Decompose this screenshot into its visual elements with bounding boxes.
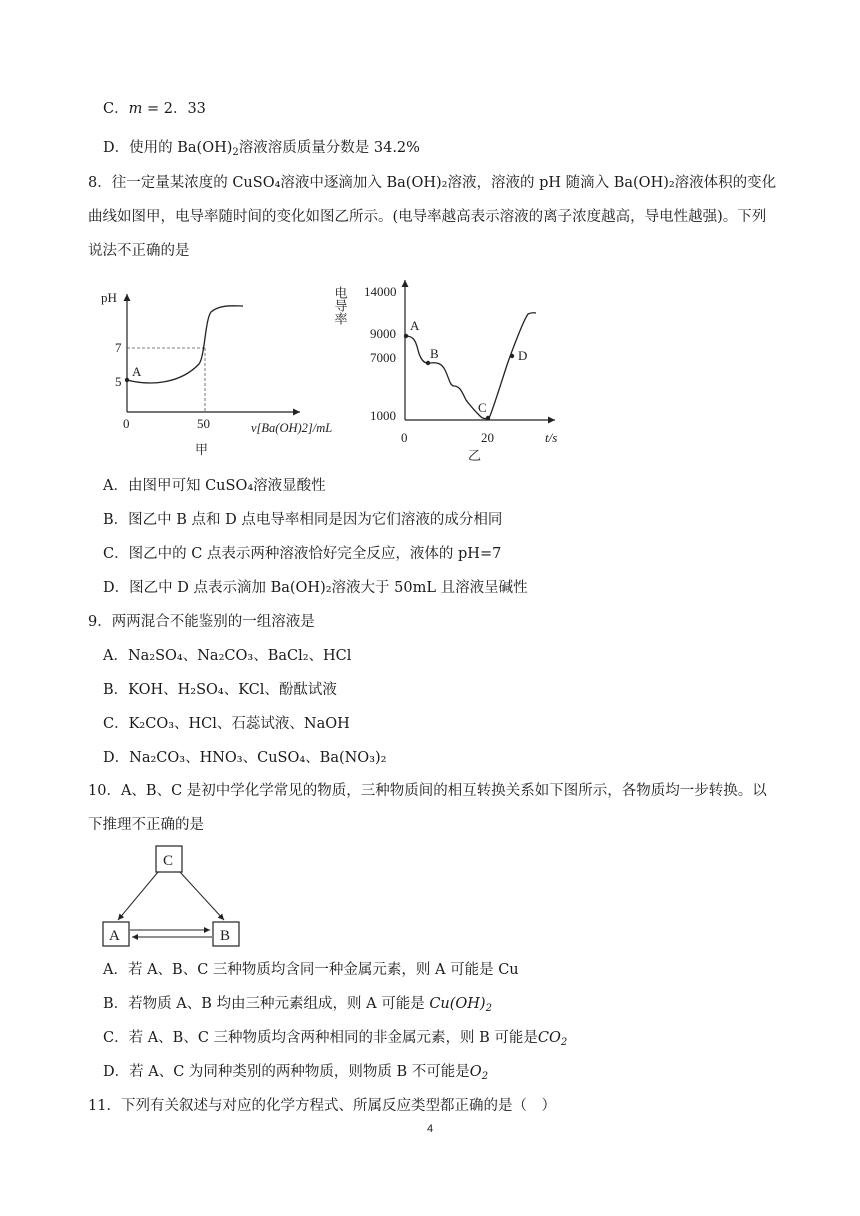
jia-curve (127, 306, 243, 383)
yi-ytick-14000: 14000 (364, 284, 397, 299)
q11-stem: 11．下列有关叙述与对应的化学方程式、所属反应类型都正确的是（ ） (88, 1098, 556, 1114)
jia-ylabel: pH (101, 290, 117, 305)
jia-label-a: A (132, 364, 142, 379)
jia-point-a (125, 378, 129, 382)
node-c-label: C (163, 853, 174, 869)
yi-label-d: D (518, 348, 528, 363)
q9-option-d: D．Na₂CO₃、HNO₃、CuSO₄、Ba(NO₃)₂ (103, 750, 387, 766)
jia-caption: 甲 (195, 442, 209, 457)
q8-stem: 8．往一定量某浓度的 CuSO₄溶液中逐滴加入 Ba(OH)₂溶液，溶液的 pH 随滴入 Ba(OH)₂溶液体积的变化曲线如图甲，电导率随时间的变化如图乙所示。(电导率越高表示溶液的离子浓度越高，导电性越强)。下列说法不正确的是 (88, 175, 777, 259)
yi-ytick-9000: 9000 (370, 326, 396, 341)
q10-option-b: B．若物质 A、B 均由三种元素组成，则 A 可能是 $Cu(OH)_2$ (103, 996, 492, 1014)
arrow-c-to-b (180, 872, 224, 920)
q8-option-b: B．图乙中 B 点和 D 点电导率相同是因为它们溶液的成分相同 (103, 512, 503, 528)
q10-option-c: C．若 A、B、C 三种物质均含两种相同的非金属元素，则 B 可能是$CO_2$ (103, 1030, 568, 1048)
q10-option-a: A．若 A、B、C 三种物质均含同一种金属元素，则 A 可能是 Cu (103, 962, 519, 978)
q10-option-d: D．若 A、C 为同种类别的两种物质，则物质 B 不可能是$O_2$ (103, 1064, 489, 1082)
yi-label-c: C (478, 400, 487, 415)
chart-jia (95, 282, 333, 462)
yi-xlabel: t/s (545, 430, 558, 445)
q9-option-b: B．KOH、H₂SO₄、KCl、酚酞试液 (103, 682, 337, 698)
q8-option-d: D．图乙中 D 点表示滴加 Ba(OH)₂溶液大于 50mL 且溶液呈碱性 (103, 580, 528, 596)
q10-stem: 10．A、B、C 是初中学化学常见的物质，三种物质间的相互转换关系如下图所示，各物质均一步转换。以下推理不正确的是 (88, 783, 767, 833)
yi-point-d (510, 354, 514, 358)
yi-label-a: A (410, 318, 420, 333)
yi-curve (406, 313, 536, 419)
yi-ytick-7000: 7000 (370, 350, 396, 365)
q7-option-c: C．m = 2．33 (103, 101, 206, 117)
q9-option-a: A．Na₂SO₄、Na₂CO₃、BaCl₂、HCl (103, 648, 352, 664)
yi-label-b: B (430, 346, 439, 361)
chart-yi (330, 270, 570, 465)
node-a-label: A (109, 928, 120, 944)
jia-xtick-50: 50 (197, 416, 210, 431)
jia-xtick-0: 0 (123, 416, 130, 431)
jia-ytick-7: 7 (115, 340, 122, 355)
q8-option-c: C．图乙中的 C 点表示两种溶液恰好完全反应，液体的 pH=7 (103, 546, 502, 562)
q8-option-a: A．由图甲可知 CuSO₄溶液显酸性 (103, 478, 326, 494)
math-variable-m: m (128, 101, 143, 117)
yi-caption: 乙 (468, 448, 482, 463)
abc-diagram (96, 842, 246, 952)
node-b-label: B (220, 928, 231, 944)
yi-point-a (404, 334, 408, 338)
yi-xtick-0: 0 (401, 430, 408, 445)
q9-option-c: C．K₂CO₃、HCl、石蕊试液、NaOH (103, 716, 350, 732)
yi-point-b (426, 361, 430, 365)
yi-ylabel: 电导率 (332, 286, 348, 325)
q7-option-d: D．使用的 $Ba(OH)_2$溶液溶质质量分数是 34.2% (103, 140, 420, 158)
yi-point-c (486, 416, 490, 420)
q9-stem: 9．两两混合不能鉴别的一组溶液是 (88, 614, 315, 630)
page-number: 4 (426, 1123, 434, 1135)
jia-xlabel: v[Ba(OH)2]/mL (251, 421, 333, 435)
yi-xtick-20: 20 (481, 430, 494, 445)
jia-ytick-5: 5 (115, 374, 122, 389)
arrow-c-to-a (118, 872, 158, 920)
yi-ytick-1000: 1000 (370, 408, 396, 423)
